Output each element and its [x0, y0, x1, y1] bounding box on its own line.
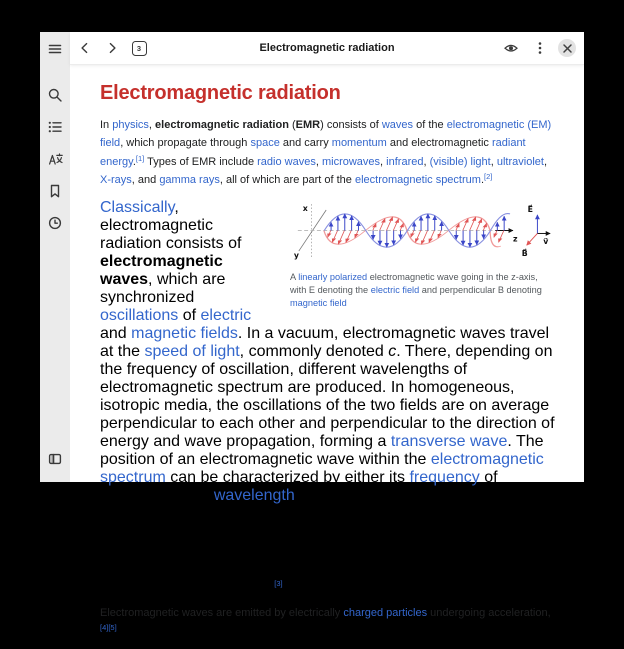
article-view[interactable]: [70, 65, 584, 649]
text-run: (: [288, 119, 296, 131]
text-run: , which are synchronized: [100, 270, 226, 306]
wiki-link[interactable]: electromagnetic spectrum: [354, 174, 481, 187]
wiki-link[interactable]: infrared: [386, 155, 424, 168]
back-icon: [77, 40, 93, 56]
wiki-link[interactable]: speed of light: [144, 342, 240, 360]
toggle-sidebar-button[interactable]: [44, 448, 66, 470]
text-run: undergoing acceleration,: [427, 606, 551, 619]
reference-link[interactable]: [3]: [274, 578, 283, 588]
text-run: ,: [490, 155, 497, 168]
article-paragraph-1: [100, 116, 556, 190]
tab-overview-button[interactable]: [128, 37, 150, 59]
sidebar-item-history[interactable]: [44, 212, 66, 234]
text-run: and carry: [279, 137, 332, 150]
em-wave-diagram: [290, 201, 556, 263]
text-run: electromagnetic radiation: [155, 119, 289, 131]
text-run: ) consists of: [320, 119, 382, 131]
text-run: , which propagate through: [120, 137, 251, 150]
search-icon: [47, 87, 63, 103]
text-run: ,: [423, 155, 430, 168]
sidebar-item-search[interactable]: [44, 84, 66, 106]
text-run: .: [480, 174, 484, 187]
reference-link[interactable]: [2]: [484, 172, 493, 182]
text-run: . Electromagnetic waves of different frequency are called by different names since they have different sources and effects on matter. In order of increasing frequency and decreasing wavelength these are: radio waves, microwaves, infrared radiation, visible light, ultraviolet radiation, X-rays and gamma rays.: [100, 486, 549, 594]
sidebar-icon-stack: [44, 84, 66, 234]
wiki-link[interactable]: radio waves: [257, 155, 316, 168]
sidebar: [40, 32, 70, 482]
text-run: ,: [315, 155, 322, 168]
translate-icon: [47, 151, 63, 167]
text-run: A: [290, 271, 299, 282]
close-icon: [563, 44, 572, 53]
wiki-link[interactable]: electric field: [370, 284, 420, 295]
wiki-link[interactable]: electric: [200, 306, 252, 324]
wiki-link[interactable]: microwaves: [321, 155, 381, 168]
text-run: EMR: [295, 119, 321, 131]
text-run: .: [132, 155, 136, 168]
header-bar: [70, 32, 584, 65]
sidebar-item-bookmarks[interactable]: [44, 180, 66, 202]
wiki-link[interactable]: magnetic field: [290, 297, 347, 308]
app-window: [40, 32, 584, 633]
text-run: and perpendicular B denoting: [419, 284, 542, 295]
text-run: . In a vacuum, electromagnetic waves travel at the: [100, 324, 550, 360]
text-run: electromagnetic waves: [100, 252, 223, 288]
wiki-link[interactable]: (visible) light: [429, 155, 491, 168]
wiki-link[interactable]: magnetic fields: [131, 324, 238, 342]
wiki-link[interactable]: waves: [381, 119, 414, 131]
wiki-link[interactable]: electromagnetic spectrum: [100, 450, 544, 486]
text-run: , electromagnetic radiation consists of: [100, 198, 242, 252]
text-run: of the: [413, 119, 447, 131]
table-of-contents-icon: [47, 119, 63, 135]
window-title: Electromagnetic radiation: [259, 42, 395, 54]
text-run: of: [178, 306, 201, 324]
wiki-link[interactable]: momentum: [331, 137, 387, 150]
text-run: and: [100, 324, 132, 342]
text-run: . The position of an electromagnetic wave within the: [100, 432, 544, 468]
text-run: , commonly denoted: [239, 342, 389, 360]
axis-label-z: z: [512, 233, 518, 243]
text-run: electromagnetic wave going in the z-axis, with E denoting the: [290, 271, 538, 295]
text-run: of oscillation or its: [100, 468, 498, 504]
wiki-link[interactable]: space: [250, 137, 280, 150]
text-run: and electromagnetic: [386, 137, 492, 150]
wiki-link[interactable]: wavelength: [213, 486, 295, 504]
axis-label-y: y: [293, 250, 300, 260]
eye-icon: [503, 40, 519, 56]
article-title: Electromagnetic radiation: [100, 82, 341, 104]
wiki-link[interactable]: radiant energy: [100, 137, 526, 168]
wiki-link[interactable]: linearly polarized: [298, 271, 368, 282]
sidebar-item-contents[interactable]: [44, 116, 66, 138]
wiki-link[interactable]: transverse wave: [390, 432, 508, 450]
text-run: can be characterized by either its: [165, 468, 410, 486]
wiki-link[interactable]: frequency: [409, 468, 480, 486]
main-pane: [70, 32, 584, 633]
main-menu-button[interactable]: [44, 38, 66, 60]
vector-label-e: E⃗: [527, 204, 533, 214]
vector-label-v: v⃗: [543, 236, 549, 246]
figure-caption: [290, 271, 556, 310]
text-run: c: [388, 342, 397, 360]
wiki-link[interactable]: gamma rays: [159, 174, 220, 187]
hamburger-menu-icon: [47, 41, 63, 57]
wiki-link[interactable]: Classically: [100, 198, 175, 216]
wiki-link[interactable]: X-rays: [100, 174, 132, 187]
text-run: ,: [148, 119, 156, 131]
text-run: ,: [543, 155, 547, 168]
text-run: Electromagnetic waves are emitted by electrically: [100, 606, 344, 619]
evb-triad: [522, 203, 550, 257]
axis-label-x: x: [302, 203, 308, 213]
wiki-link[interactable]: charged particles: [343, 606, 428, 619]
bookmark-icon: [47, 183, 63, 199]
wiki-link[interactable]: ultraviolet: [496, 155, 544, 168]
close-button[interactable]: [558, 39, 576, 57]
reference-link[interactable]: [1]: [135, 153, 145, 163]
tab-counter-icon: 3: [132, 41, 147, 56]
text-run: Types of EMR include: [144, 155, 258, 168]
kebab-menu-icon: [532, 40, 548, 56]
text-run: In: [100, 119, 113, 131]
text-run: . There, depending on the frequency of oscillation, different wavelengths of electromagnetic spectrum are produced. In homogeneous, isotropic media, the oscillations of the two fields are on average perpendicular to each other and perpendicular to the direction of energy and wave propagation, forming a: [100, 342, 555, 450]
reference-link[interactable]: [4][5]: [100, 623, 117, 633]
vector-label-b: B⃗: [521, 248, 528, 258]
toolbar-left: [74, 37, 150, 59]
wiki-link[interactable]: electromagnetic (EM) field: [100, 119, 552, 150]
em-wave-figure: [290, 201, 556, 310]
sidebar-item-languages[interactable]: [44, 148, 66, 170]
article-paragraph-3: [100, 604, 556, 641]
forward-icon: [104, 40, 120, 56]
text-run: , and: [131, 174, 160, 187]
text-run: ,: [380, 155, 387, 168]
history-clock-icon: [47, 215, 63, 231]
toggle-sidebar-icon: [47, 451, 63, 467]
more-options-button[interactable]: [529, 37, 551, 59]
toolbar-right: [500, 37, 576, 59]
forward-button[interactable]: [101, 37, 123, 59]
reader-mode-button[interactable]: [500, 37, 522, 59]
wiki-link[interactable]: oscillations: [100, 306, 179, 324]
back-button[interactable]: [74, 37, 96, 59]
text-run: , all of which are part of the: [219, 174, 355, 187]
wiki-link[interactable]: physics: [112, 119, 149, 131]
